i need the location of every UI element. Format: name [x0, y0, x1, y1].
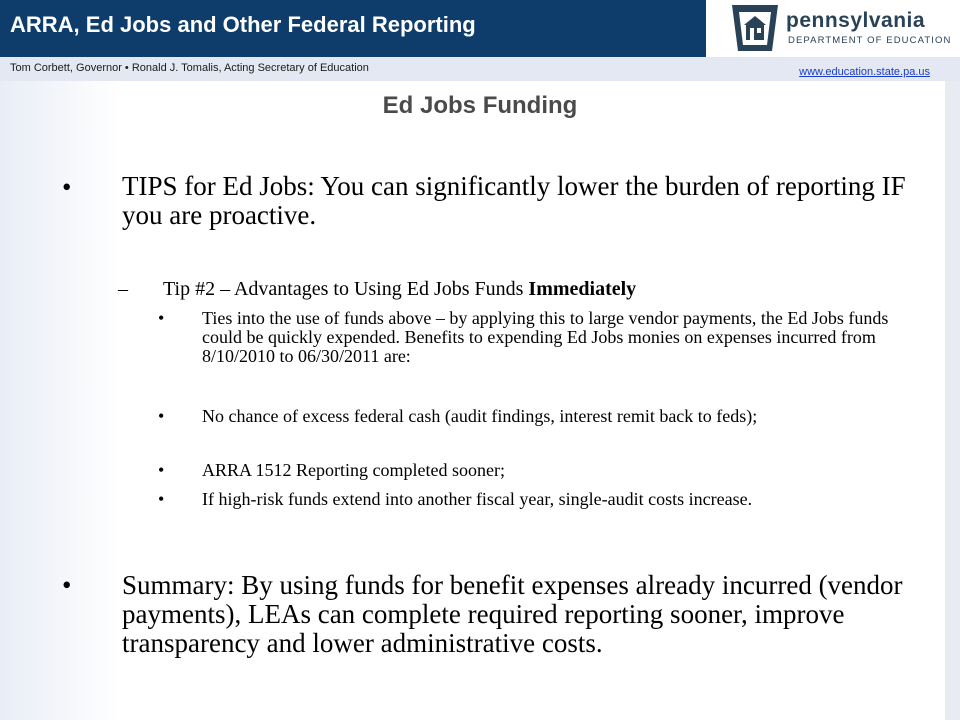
dash-marker: – [118, 278, 128, 300]
sub-bullet-marker: • [158, 460, 165, 480]
logo-subtitle: DEPARTMENT OF EDUCATION [788, 35, 952, 46]
tip-heading [163, 278, 636, 301]
bullet-summary-text: Summary: By using funds for benefit expenses already incurred (vendor payments), LEAs can complete required reporting sooner, improve transparency and lower administrative costs. [122, 570, 903, 658]
sub-bullet-marker: • [158, 489, 165, 509]
bullet-tips-text: TIPS for Ed Jobs: You can significantly lower the burden of reporting IF you are proactive. [122, 171, 906, 230]
header-bar [0, 0, 706, 57]
sub-bullet-text: No chance of excess federal cash (audit findings, interest remit back to feds); [202, 406, 758, 426]
website-link[interactable]: www.education.state.pa.us [799, 66, 930, 78]
keystone-icon [730, 2, 780, 54]
bullet-marker: • [62, 570, 72, 600]
pa-education-logo [706, 0, 960, 57]
sub-bullet-text: If high-risk funds extend into another fiscal year, single-audit costs increase. [202, 489, 753, 509]
right-edge-strip [945, 81, 960, 720]
officials-text: Tom Corbett, Governor • Ronald J. Tomalis, Acting Secretary of Education [10, 62, 369, 74]
logo-wordmark: pennsylvania [786, 9, 926, 32]
officials-bar [0, 57, 960, 81]
tip-heading-emphasis: Immediately [528, 278, 637, 300]
slide-title: Ed Jobs Funding [382, 92, 578, 119]
bullet-marker: • [62, 172, 72, 202]
sub-bullet-text: ARRA 1512 Reporting completed sooner; [202, 460, 505, 480]
sub-bullet-text: Ties into the use of funds above – by applying this to large vendor payments, the Ed Jobs funds could be quickly expended. Benefits to expending Ed Jobs monies on expenses incurred from 8/10/2010 to 06/30/2011 are: [202, 308, 889, 366]
tip-heading-text: Tip #2 – Advantages to Using Ed Jobs Funds [163, 278, 529, 300]
sub-bullet-marker: • [158, 308, 165, 328]
header-title: ARRA, Ed Jobs and Other Federal Reporting [10, 12, 476, 37]
sub-bullet-marker: • [158, 406, 165, 426]
